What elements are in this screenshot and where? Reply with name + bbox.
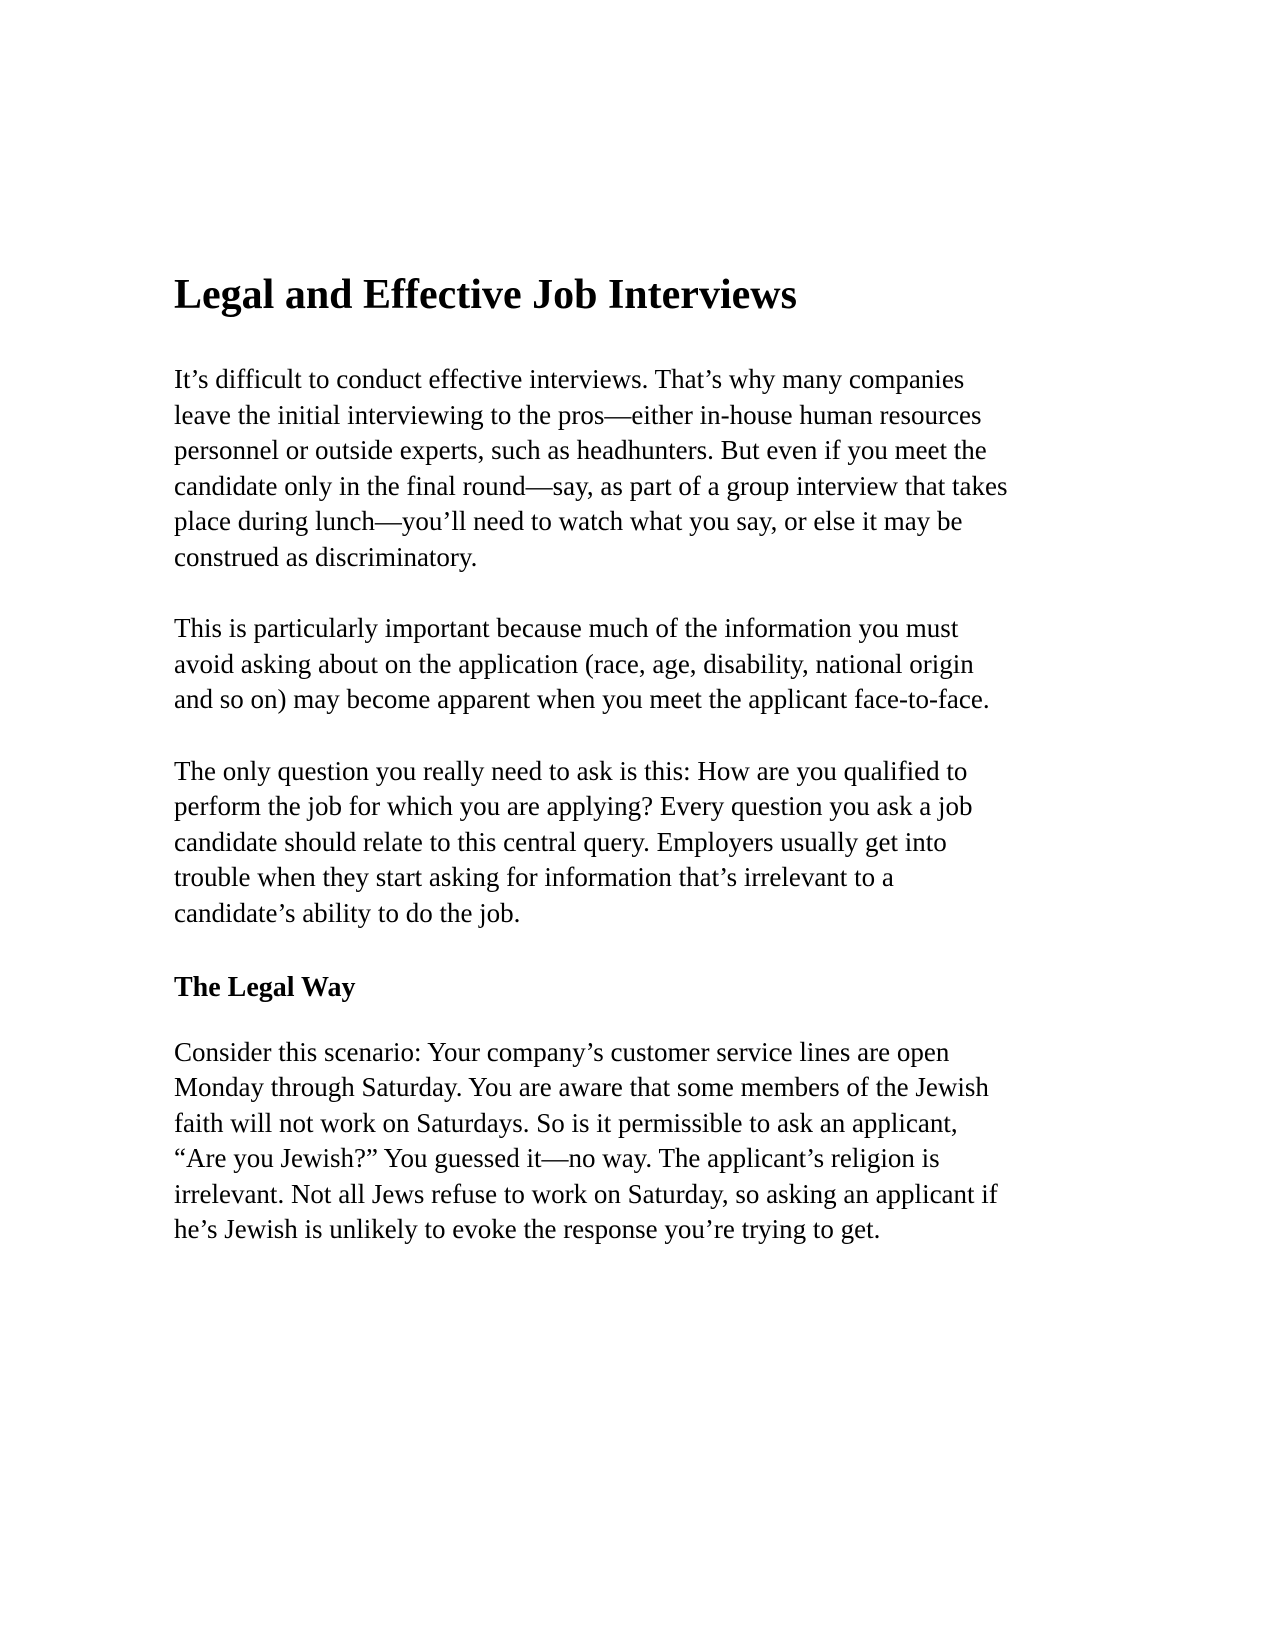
paragraph-central-question: The only question you really need to ask is this: How are you qualified to perform the job for which you are applying? Every question you ask a job candidate should relate to this central query. Employers usually get into trouble when they start asking for information that’s irrelevant to a candidate’s ability to do the job. <box>174 755 973 928</box>
paragraph-intro: It’s difficult to conduct effective interviews. That’s why many companies leave the initial interviewing to the pros—either in-house human resources personnel or outside experts, such as headhunters. But even if you meet the candidate only in the final round—say, as part of a group interview that takes place during lunch—you’ll need to watch what you say, or else it may be construed as discriminatory. <box>174 364 1008 572</box>
paragraph-importance: This is particularly important because much of the information you must avoid asking about on the application (race, age, disability, national origin and so on) may become apparent when you meet the applicant face-to-face. <box>174 613 990 715</box>
section-heading: The Legal Way <box>174 972 356 1004</box>
document-body <box>174 270 1014 1248</box>
page-title: Legal and Effective Job Interviews <box>174 272 797 318</box>
paragraph-scenario: Consider this scenario: Your company’s customer service lines are open Monday through Saturday. You are aware that some members of the Jewish faith will not work on Saturdays. So is it permissible to ask an applicant, “Are you Jewish?” You guessed it—no way. The applicant’s religion is irrelevant. Not all Jews refuse to work on Saturday, so asking an applicant if he’s Jewish is unlikely to evoke the response you’re trying to get. <box>174 1036 998 1245</box>
